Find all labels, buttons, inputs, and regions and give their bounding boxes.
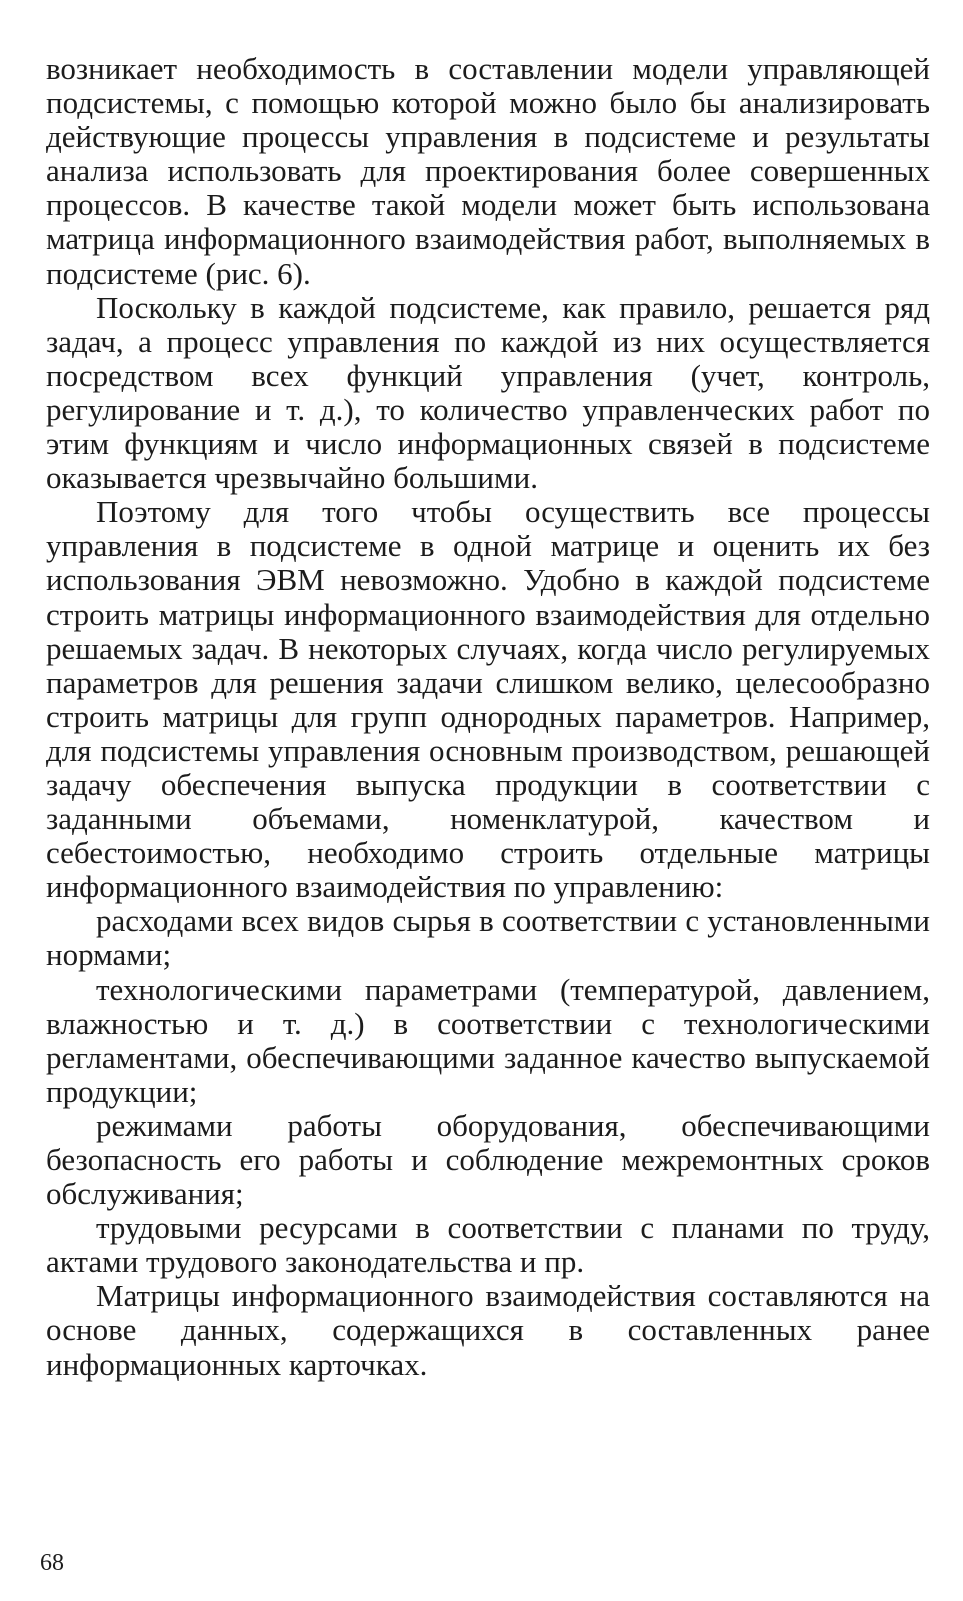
page-body: [46, 52, 930, 1382]
list-item-technological-parameters: технологическими параметрами (температурой, давлением, влажностью и т. д.) в соответствии с технологическими регламентами, обеспечивающими заданное качество выпускаемой продукции;: [46, 971, 930, 1109]
paragraph-2: Поскольку в каждой подсистеме, как правило, решается ряд задач, а процесс управления по каждой из них осуществляется посредством всех функций управления (учет, контроль, регулирование и т. д.), то количество управленческих работ по этим функциям и число информационных связей в подсистеме оказывается чрезвычайно большими.: [46, 289, 930, 496]
list-item-equipment-modes: режимами работы оборудования, обеспечивающими безопасность его работы и соблюдение межремонтных сроков обслуживания;: [46, 1107, 930, 1212]
paragraph-3: Поэтому для того чтобы осуществить все процессы управления в подсистеме в одной матрице и оценить их без использования ЭВМ невозможно. Удобно в каждой подсистеме строить матрицы информационного взаимодействия для отдельно решаемых задач. В некоторых случаях, когда число регулируемых параметров для решения задачи слишком велико, целесообразно строить матрицы для групп однородных параметров. Например, для подсистемы управления основным производством, решающей задачу обеспечения выпуска продукции в соответствии с заданными объемами, номенклатурой, качеством и себестоимостью, необходимо строить отдельные матрицы информационного взаимодействия по управлению:: [46, 494, 930, 905]
page-number: 68: [40, 1550, 64, 1576]
paragraph-1: возникает необходимость в составлении модели управляющей подсистемы, с помощью которой можно было бы анализировать действующие процессы управления в подсистеме и результаты анализа использовать для проектирования более совершенных процессов. В качестве такой модели может быть использована матрица информационного взаимодействия работ, выполняемых в подсистеме (рис. 6).: [46, 51, 930, 291]
paragraph-final: Матрицы информационного взаимодействия составляются на основе данных, содержащихся в составленных ранее информационных карточках.: [46, 1278, 930, 1382]
list-item-labor-resources: трудовыми ресурсами в соответствии с планами по труду, актами трудового законодательства и пр.: [46, 1210, 930, 1280]
list-item-raw-materials: расходами всех видов сырья в соответствии с установленными нормами;: [46, 903, 930, 973]
